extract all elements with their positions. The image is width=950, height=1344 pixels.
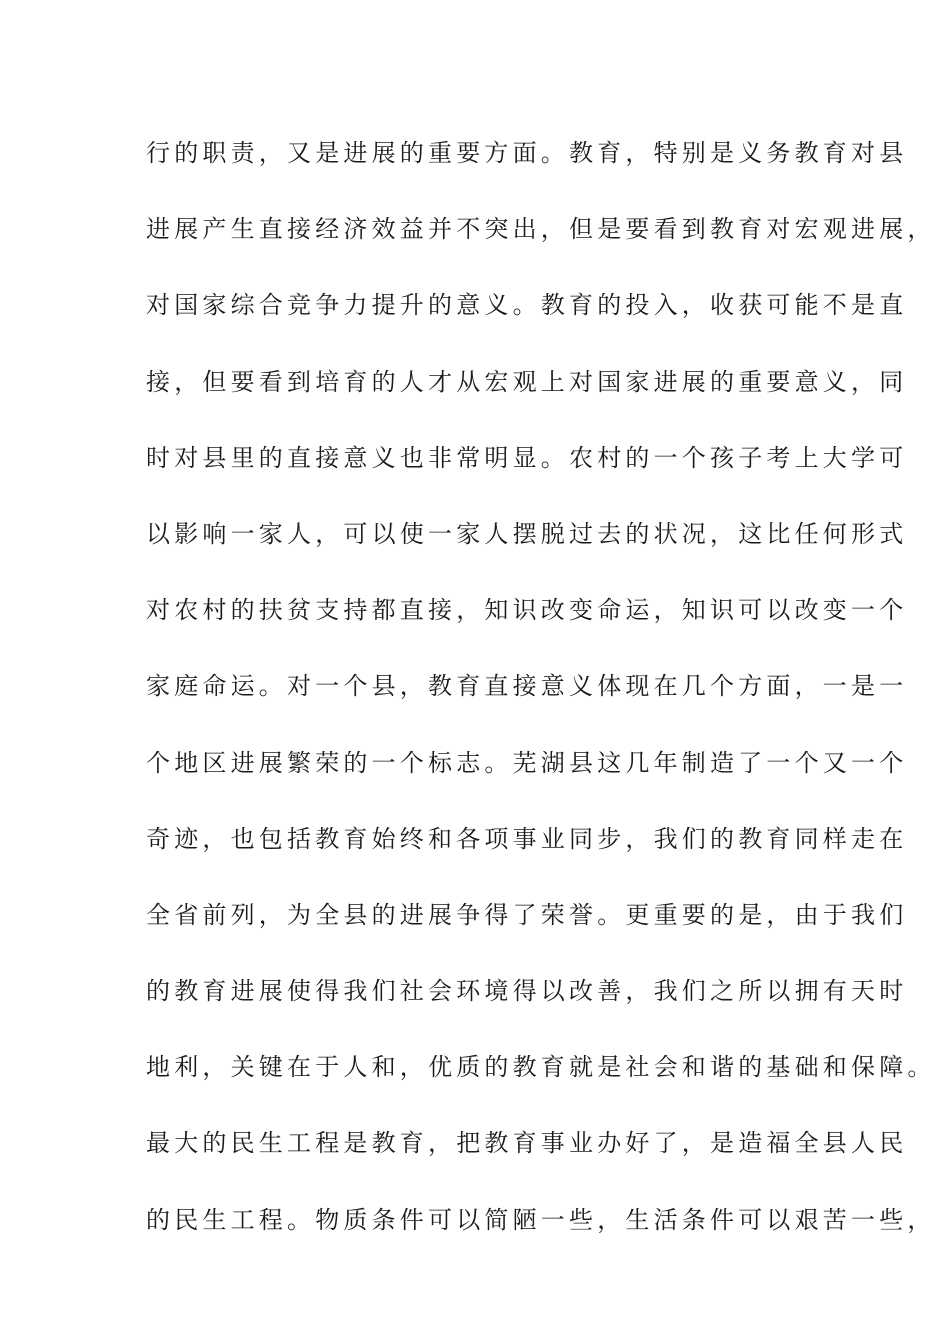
text-line-10: 奇迹，也包括教育始终和各项事业同步，我们的教育同样走在 [146, 824, 908, 853]
text-line-12: 的教育进展使得我们社会环境得以改善，我们之所以拥有天时 [146, 977, 908, 1006]
text-line-6: 以影响一家人，可以使一家人摆脱过去的状况，这比任何形式 [146, 519, 908, 548]
text-line-15: 的民生工程。物质条件可以简陋一些，生活条件可以艰苦一些， [146, 1205, 936, 1234]
text-line-8: 家庭命运。对一个县，教育直接意义体现在几个方面，一是一 [146, 672, 908, 701]
text-line-14: 最大的民生工程是教育，把教育事业办好了，是造福全县人民 [146, 1129, 908, 1158]
text-line-2: 进展产生直接经济效益并不突出，但是要看到教育对宏观进展， [146, 215, 936, 244]
text-line-9: 个地区进展繁荣的一个标志。芜湖县这几年制造了一个又一个 [146, 748, 908, 777]
body-text [146, 134, 936, 1277]
text-line-7: 对农村的扶贫支持都直接，知识改变命运，知识可以改变一个 [146, 596, 908, 625]
text-line-11: 全省前列，为全县的进展争得了荣誉。更重要的是，由于我们 [146, 900, 908, 929]
text-line-13: 地利，关键在于人和，优质的教育就是社会和谐的基础和保障。 [146, 1053, 936, 1082]
text-line-5: 时对县里的直接意义也非常明显。农村的一个孩子考上大学可 [146, 443, 908, 472]
text-line-3: 对国家综合竞争力提升的意义。教育的投入，收获可能不是直 [146, 291, 908, 320]
text-line-4: 接，但要看到培育的人才从宏观上对国家进展的重要意义，同 [146, 367, 908, 396]
text-line-1: 行的职责，又是进展的重要方面。教育，特别是义务教育对县 [146, 139, 908, 167]
